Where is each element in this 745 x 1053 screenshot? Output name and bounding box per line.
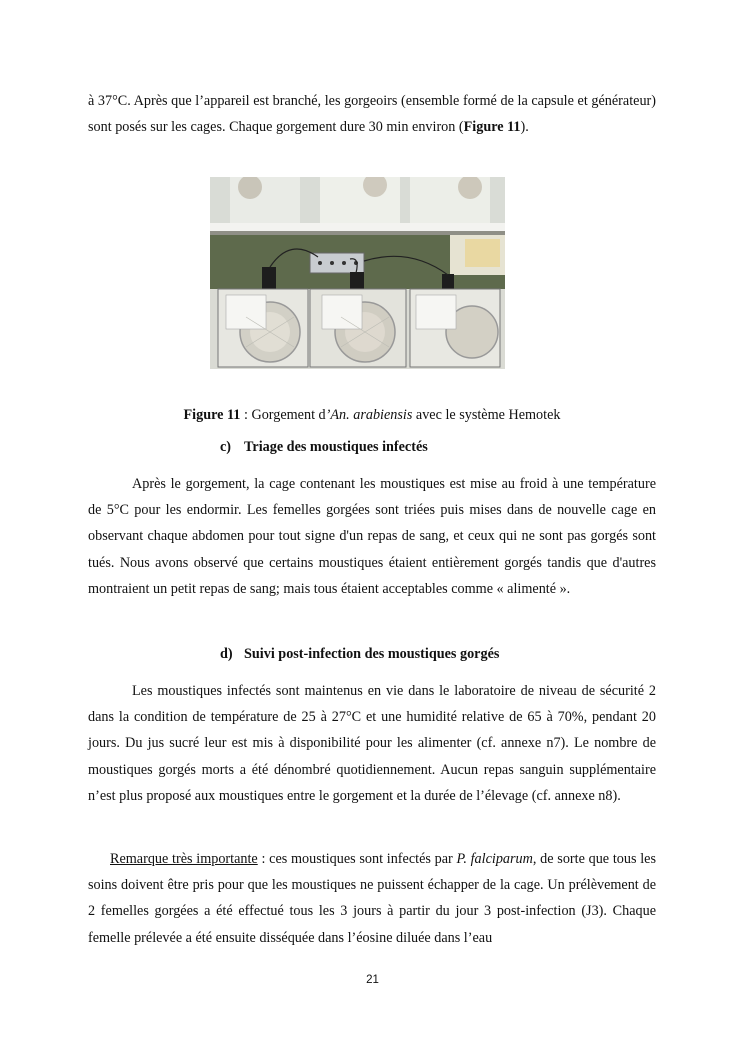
remark-text-2: , de sorte que tous les soins doivent être pris pour que les moustiques ne puissent échapper de la cage. Un prélèvement de 2 femelles gorgées a été effectué tous les 3 jours à partir du jour 3 post-infection (J3). Chaque femelle prélevée a été ensuite disséquée dans l’éosine diluée dans l’eau	[88, 851, 656, 946]
figure-caption	[88, 405, 656, 425]
section-d-title: Suivi post-infection des moustiques gorgés	[244, 646, 500, 662]
section-c-title: Triage des moustiques infectés	[244, 439, 428, 455]
figure-reference: Figure 11	[463, 119, 521, 136]
figure-11-photo	[210, 177, 505, 369]
section-c-label: c)	[220, 439, 232, 455]
intro-text: à 37°C. Après que l’appareil est branché, les gorgeoirs (ensemble formé de la capsule et générateur) sont posés sur les cages. Chaque gorgement dure 30 min environ (	[88, 93, 656, 136]
remark-label: Remarque très importante	[110, 851, 258, 867]
intro-tail: ).	[520, 119, 529, 136]
caption-species: ’An. arabiensis	[325, 407, 413, 423]
section-d-paragraph: Les moustiques infectés sont maintenus en vie dans le laboratoire de niveau de sécurité 2 dans la condition de température de 25 à 27°C et une humidité relative de 65 à 70%, pendant 20 jours. Du jus sucré leur est mis à disponibilité pour les alimenter (cf. annexe n7). Le nombre de moustiques gorgés morts a été dénombré quotidiennement. Aucun repas sanguin supplémentaire n’est plus proposé aux moustiques entre le gorgement et la durée de l’élevage (cf. annexe n8).	[88, 683, 656, 804]
caption-label: Figure 11	[183, 407, 241, 423]
intro-paragraph	[88, 88, 656, 140]
section-c-heading	[220, 437, 428, 457]
remark-paragraph	[88, 846, 656, 951]
caption-text: avec le système Hemotek	[412, 407, 561, 423]
section-d-label: d)	[220, 646, 233, 662]
section-c-paragraph: Après le gorgement, la cage contenant les moustiques est mise au froid à une température de 5°C pour les endormir. Les femelles gorgées sont triées puis mises dans de nouvelle cage en observant chaque abdomen pour tout signe d'un repas de sang, et ceux qui ne sont pas gorgés sont tués. Nous avons observé que certains moustiques étaient entièrement gorgés tandis que d'autres montraient un petit repas de sang; mais tous étaient acceptables comme « alimenté ».	[88, 476, 656, 597]
caption-separator: : Gorgement d	[240, 407, 326, 423]
remark-species: P. falciparum	[456, 851, 533, 867]
section-d-heading	[220, 644, 499, 664]
remark-text-1: : ces moustiques sont infectés par	[257, 851, 457, 867]
page-number: 21	[366, 974, 379, 986]
